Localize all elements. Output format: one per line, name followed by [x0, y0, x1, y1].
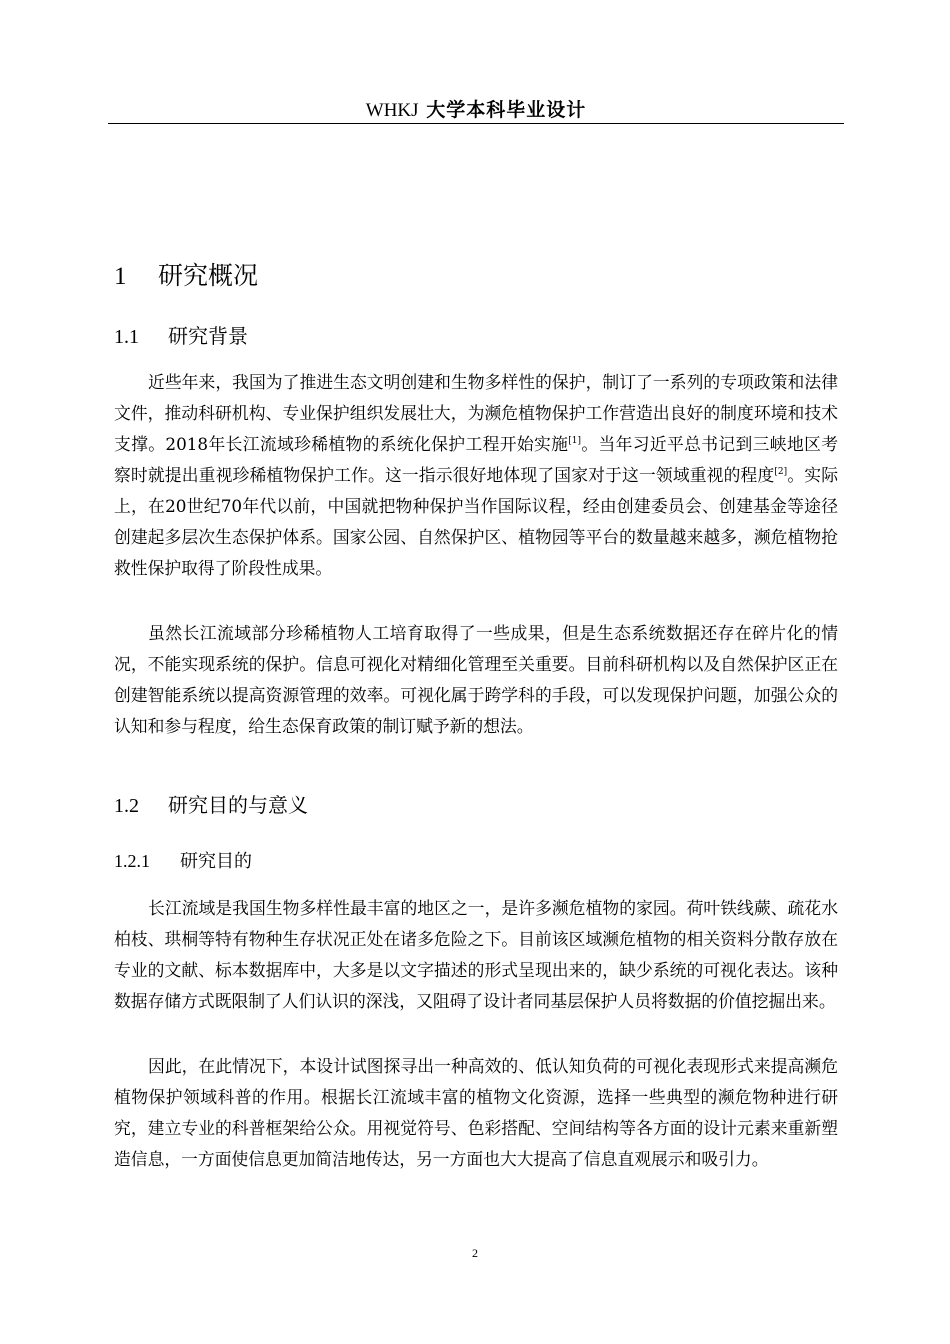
section-title: 研究目的与意义: [168, 793, 308, 817]
citation-ref: [2]: [774, 467, 788, 477]
subsection-title: 研究目的: [180, 851, 252, 872]
chapter-title: 研究概况: [158, 261, 259, 290]
paragraph-purpose-2: 因此，在此情况下，本设计试图探寻出一种高效的、低认知负荷的可视化表现形式来提高濒危植物保护领域科普的作用。根据长江流域丰富的植物文化资源，选择一些典型的濒危物种进行研究，建立专业的科普框架给公众。用视觉符号、色彩搭配、空间结构等各方面的设计元素来重新塑造信息，一方面使信息更加简洁地传达，另一方面也大大提高了信息直观展示和吸引力。: [114, 1056, 838, 1169]
header-latin: WHKJ: [365, 100, 419, 121]
page-header: [108, 96, 844, 124]
section-number: 1.2: [114, 795, 139, 817]
paragraph-text: 近些年来，我国为了推进生态文明创建和生物多样性的保护，制订了一系列的专项政策和法律文件，推动科研机构、专业保护组织发展壮大，为濒危植物保护工作营造出良好的制度环境和技术支撑。2018年长江流域珍稀植物的系统化保护工程开始实施: [114, 372, 838, 454]
paragraph-background-2: 虽然长江流域部分珍稀植物人工培育取得了一些成果，但是生态系统数据还存在碎片化的情况，不能实现系统的保护。信息可视化对精细化管理至关重要。目前科研机构以及自然保护区正在创建智能系统以提高资源管理的效率。可视化属于跨学科的手段，可以发现保护问题，加强公众的认知和参与程度，给生态保育政策的制订赋予新的想法。: [114, 623, 838, 736]
paragraph-text: 。实际上，在20世纪70年代以前，中国就把物种保护当作国际议程，经由创建委员会、创建基金等途径创建起多层次生态保护体系。国家公园、自然保护区、植物园等平台的数量越来越多，濒危植物抢救性保护取得了阶段性成果。: [114, 465, 838, 578]
paragraph-background-1: [114, 367, 838, 584]
paragraph-text: 。当年习近平总书记到三峡地区考察时就提出重视珍稀植物保护工作。这一指示很好地体现了国家对于这一领域重视的程度: [114, 434, 838, 485]
header-title: 大学本科毕业设计: [426, 99, 587, 121]
header-rule: [108, 123, 844, 124]
section-number: 1.1: [114, 326, 139, 348]
chapter-number: 1: [114, 263, 127, 290]
page-number: 2: [472, 1246, 478, 1260]
paragraph-purpose-1: 长江流域是我国生物多样性最丰富的地区之一，是许多濒危植物的家园。荷叶铁线蕨、疏花水柏枝、珙桐等特有物种生存状况正处在诸多危险之下。目前该区域濒危植物的相关资料分散存放在专业的文献、标本数据库中，大多是以文字描述的形式呈现出来的，缺少系统的可视化表达。该种数据存储方式既限制了人们认识的深浅，又阻碍了设计者同基层保护人员将数据的价值挖掘出来。: [114, 898, 838, 1011]
subsection-number: 1.2.1: [114, 851, 150, 871]
citation-ref: [1]: [568, 436, 581, 446]
section-heading-1-2: [114, 790, 308, 821]
chapter-heading: [114, 258, 258, 295]
subsection-heading-1-2-1: [114, 847, 252, 876]
section-title: 研究背景: [168, 324, 248, 348]
section-heading-1-1: [114, 321, 248, 352]
